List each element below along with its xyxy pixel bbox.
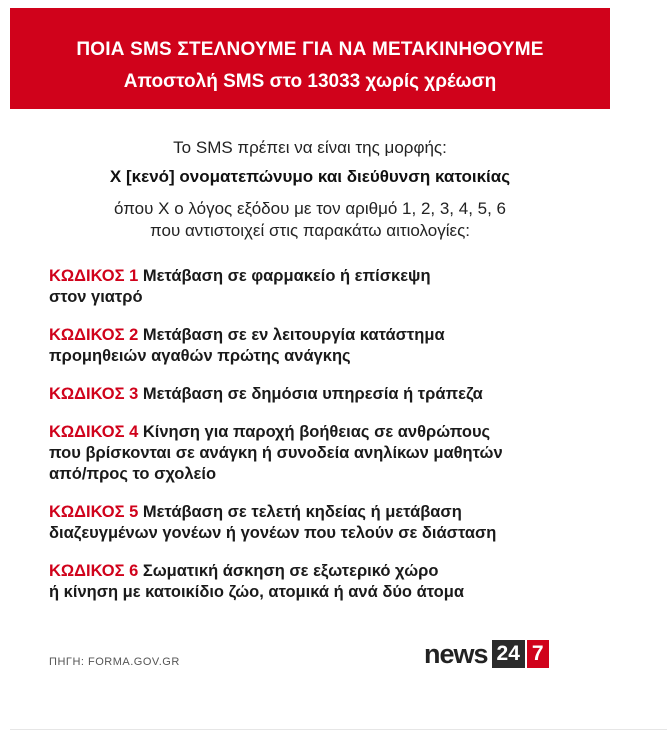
code-text: στον γιατρό bbox=[49, 288, 143, 306]
code-text: διαζευγμένων γονέων ή γονέων που τελούν σε διάσταση bbox=[49, 524, 497, 542]
code-list bbox=[49, 266, 609, 620]
header-banner bbox=[10, 8, 610, 109]
intro-line-1: Το SMS πρέπει να είναι της μορφής: bbox=[173, 138, 447, 157]
code-label: ΚΩΔΙΚΟΣ 2 bbox=[49, 326, 139, 344]
news247-logo bbox=[424, 640, 549, 668]
code-label: ΚΩΔΙΚΟΣ 6 bbox=[49, 562, 139, 580]
code-item-2 bbox=[49, 325, 609, 367]
code-item-1 bbox=[49, 266, 609, 308]
bottom-divider bbox=[10, 729, 667, 730]
logo-number-box-red: 7 bbox=[527, 640, 549, 668]
code-text: Μετάβαση σε τελετή κηδείας ή μετάβαση bbox=[142, 503, 462, 521]
intro-line-3: όπου Χ ο λόγος εξόδου με τον αριθμό 1, 2, 3, 4, 5, 6 bbox=[113, 199, 507, 218]
logo-word: news bbox=[424, 639, 488, 669]
code-label: ΚΩΔΙΚΟΣ 1 bbox=[49, 267, 139, 285]
code-text: Μετάβαση σε δημόσια υπηρεσία ή τράπεζα bbox=[142, 385, 483, 403]
code-text: Μετάβαση σε εν λειτουργία κατάστημα bbox=[142, 326, 445, 344]
code-item-6 bbox=[49, 561, 609, 603]
code-label: ΚΩΔΙΚΟΣ 3 bbox=[49, 385, 139, 403]
code-text: Σωματική άσκηση σε εξωτερικό χώρο bbox=[142, 562, 439, 580]
code-text: που βρίσκονται σε ανάγκη ή συνοδεία ανηλίκων μαθητών bbox=[49, 444, 503, 462]
code-item-5 bbox=[49, 502, 609, 544]
code-label: ΚΩΔΙΚΟΣ 5 bbox=[49, 503, 139, 521]
code-text: Κίνηση για παροχή βοήθειας σε ανθρώπους bbox=[142, 423, 491, 441]
source-credit: ΠΗΓΗ: FORMA.GOV.GR bbox=[49, 656, 180, 668]
banner-subtitle: Αποστολή SMS στο 13033 χωρίς χρέωση bbox=[123, 71, 497, 92]
banner-title: ΠΟΙΑ SMS ΣΤΕΛΝΟΥΜΕ ΓΙΑ ΝΑ ΜΕΤΑΚΙΝΗΘΟΥΜΕ bbox=[76, 39, 544, 60]
intro-line-4: που αντιστοιχεί στις παρακάτω αιτιολογίες: bbox=[150, 221, 470, 240]
code-text: Μετάβαση σε φαρμακείο ή επίσκεψη bbox=[142, 267, 431, 285]
code-label: ΚΩΔΙΚΟΣ 4 bbox=[49, 423, 139, 441]
intro-format: X [κενό] ονοματεπώνυμο και διεύθυνση κατοικίας bbox=[109, 167, 511, 186]
code-text: από/προς το σχολείο bbox=[49, 465, 217, 483]
logo-number-box: 24 bbox=[492, 640, 525, 668]
code-text: ή κίνηση με κατοικίδιο ζώο, ατομικά ή ανά δύο άτομα bbox=[49, 583, 464, 601]
code-item-4 bbox=[49, 422, 609, 485]
code-text: προμηθειών αγαθών πρώτης ανάγκης bbox=[49, 347, 351, 365]
code-item-3 bbox=[49, 384, 609, 405]
